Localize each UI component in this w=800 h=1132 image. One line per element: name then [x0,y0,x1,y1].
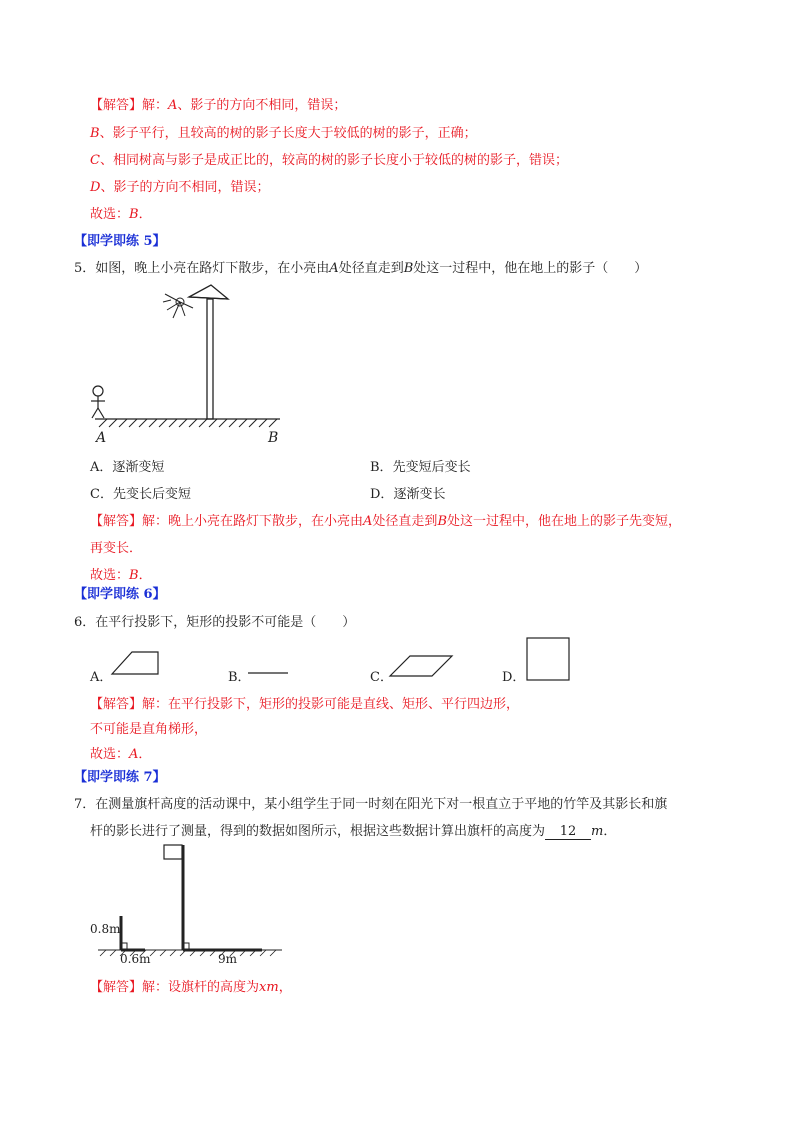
q5-answer-line-2: 再变长． [90,541,143,556]
q5-option-b: B．先变短后变长 [370,460,471,475]
q4-answer-line-1: 【解答】解：A、影子的方向不相同，错误； [90,98,347,113]
q6-option-a-label: A． [90,670,113,685]
q5-lamp-figure [85,280,290,445]
q6-option-d-square [526,637,572,683]
section-title-5: 【即学即练 5】 [74,234,166,249]
q6-choose: 故选：A． [90,747,152,762]
answer-tag: 【解答】 [90,98,143,113]
q4-answer-line-2: B、影子平行，且较高的树的影子长度大于较低的树的影子，正确； [90,126,477,141]
q7-label-pole-shadow: 0.6m [120,952,151,966]
q5-option-a: A．逐渐变短 [90,460,165,475]
q5-option-c: C．先变长后变短 [90,487,191,502]
q4-answer-line-4: D、影子的方向不相同，错误； [90,180,270,195]
q5-answer-line-1: 【解答】解：晚上小亮在路灯下散步，在小亮由A处径直走到B处这一过程中，他在地上的影子先变短， [90,514,682,529]
q7-stem-line-1: 7．在测量旗杆高度的活动课中，某小组学生于同一时刻在阳光下对一根直立于平地的竹竿及其影长和旗 [74,797,668,812]
q7-label-flag-shadow: 9m [218,952,238,966]
q5-label-a: A [96,430,107,446]
q7-answer-line-1: 【解答】解：设旗杆的高度为xm， [90,980,292,995]
section-title-6: 【即学即练 6】 [74,587,166,602]
q5-choose: 故选：B． [90,568,152,583]
q6-option-b-label: B． [228,670,251,685]
q7-stem-line-2: 杆的影长进行了测量，得到的数据如图所示，根据这些数据计算出旗杆的高度为 12 m． [90,824,617,839]
q5-stem: 5．如图，晚上小亮在路灯下散步，在小亮由A处径直走到B处这一过程中，他在地上的影子（ ） [74,261,648,276]
q7-flagpole-figure [90,840,290,970]
q4-answer-line-3: C、相同树高与影子是成正比的，较高的树的影子长度小于较低的树的影子，错误； [90,153,568,168]
q6-option-c-label: C． [370,670,393,685]
q5-label-b: B [268,430,279,446]
q6-option-a-trapezoid [110,650,165,676]
q6-option-b-segment [248,670,293,676]
ground-hatch [99,419,277,427]
q6-stem: 6．在平行投影下，矩形的投影不可能是（ ） [74,615,356,630]
q7-label-pole-height: 0.8m [90,922,121,936]
q6-answer-line-2: 不可能是直角梯形， [90,722,208,737]
q5-option-d: D．逐渐变长 [370,487,446,502]
lamp-pole [207,299,213,419]
q4-choose: 故选：B． [90,207,152,222]
person-icon [91,386,105,418]
flag-icon [164,845,182,859]
q6-option-c-parallelogram [388,654,458,678]
section-title-7: 【即学即练 7】 [74,770,166,785]
q6-answer-line-1: 【解答】解：在平行投影下，矩形的投影可能是直线、矩形、平行四边形， [90,697,520,712]
q7-answer-blank: 12 [545,824,591,840]
q6-option-d-label: D． [502,670,526,685]
